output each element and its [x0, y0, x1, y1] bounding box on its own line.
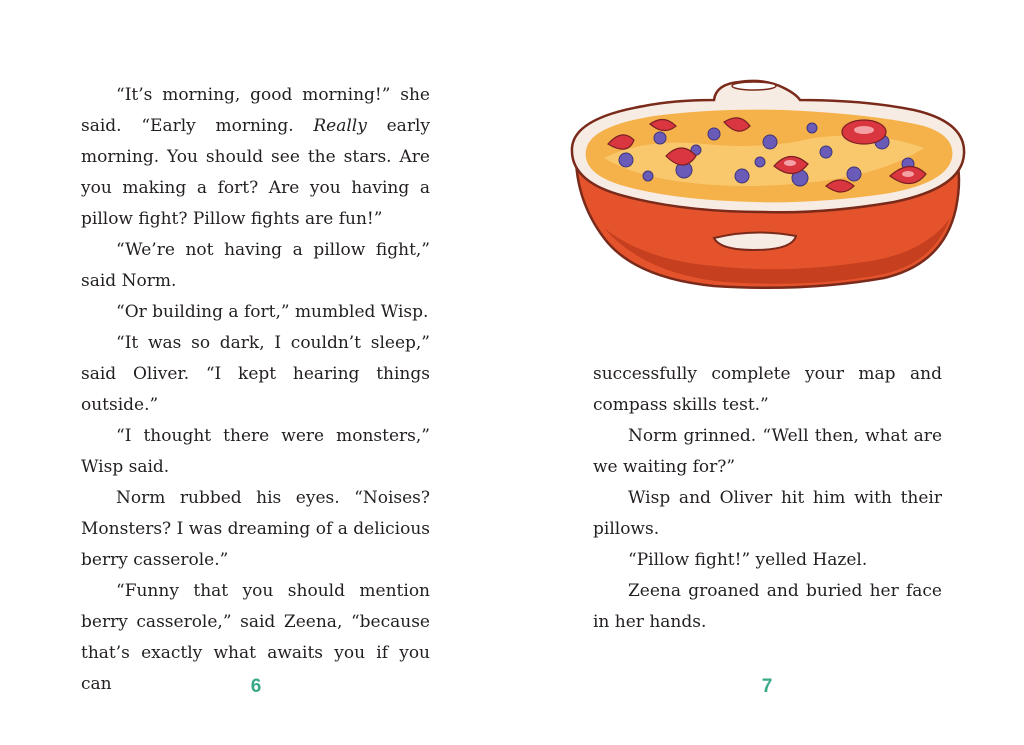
- right-page-text: [593, 359, 942, 638]
- berry-casserole-illustration: [564, 78, 968, 292]
- paragraph: “Funny that you should mention berry casserole,” said Zeena, “because that’s exactly what awaits you if you can: [81, 581, 430, 694]
- page-number: 7: [761, 676, 773, 697]
- paragraph: “We’re not having a pillow fight,” said Norm.: [81, 240, 430, 291]
- text-run: early morning. You should see the stars. Are you making a fort? Are you having a pillow fight? Pillow fights are fun!”: [81, 116, 430, 229]
- paragraph: successfully complete your map and compass skills test.”: [593, 364, 942, 415]
- paragraph: “Or building a fort,” mumbled Wisp.: [116, 302, 429, 322]
- right-page: [512, 0, 1024, 745]
- paragraph: Norm rubbed his eyes. “Noises? Monsters? I was dreaming of a delicious berry casserole.”: [81, 488, 430, 570]
- left-page-text: [81, 80, 430, 700]
- dish-handle: [732, 82, 776, 90]
- paragraph: Zeena groaned and buried her face in her hands.: [593, 581, 942, 632]
- paragraph: “Pillow fight!” yelled Hazel.: [628, 550, 868, 570]
- front-handle: [714, 232, 796, 250]
- page-number: 6: [250, 676, 262, 697]
- text-run: “It’s morning, good morning!” she said. “Early morning.: [81, 85, 430, 136]
- paragraph: [81, 80, 430, 235]
- emphasis-text: Really: [313, 116, 367, 136]
- paragraph: “I thought there were monsters,” Wisp said.: [81, 426, 430, 477]
- paragraph: Wisp and Oliver hit him with their pillows.: [593, 488, 942, 539]
- paragraph: Norm grinned. “Well then, what are we waiting for?”: [593, 426, 942, 477]
- paragraph: “It was so dark, I couldn’t sleep,” said Oliver. “I kept hearing things outside.”: [81, 333, 430, 415]
